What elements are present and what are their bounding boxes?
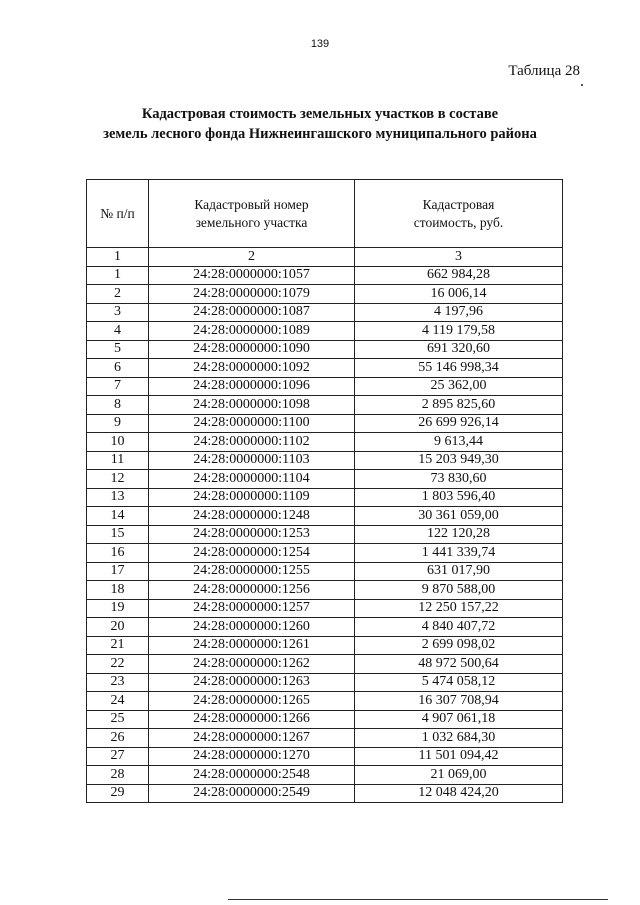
table-row [87,433,563,452]
cadastral-value: 55 146 998,34 [355,359,563,378]
title-line-2: земель лесного фонда Нижнеингашского муниципального района [103,126,537,142]
cadastral-value: 1 803 596,40 [355,488,563,507]
table-row [87,396,563,415]
cadastral-value: 21 069,00 [355,766,563,785]
table-row [87,747,563,766]
header-row [87,180,563,248]
cadastral-value: 2 895 825,60 [355,396,563,415]
cadastral-value: 15 203 949,30 [355,451,563,470]
row-number: 18 [87,581,149,600]
cadastral-number: 24:28:0000000:1270 [149,747,355,766]
table-row [87,784,563,803]
table-row [87,285,563,304]
cadastral-number: 24:28:0000000:1255 [149,562,355,581]
cadastral-value: 9 870 588,00 [355,581,563,600]
table-row [87,562,563,581]
cadastral-value: 9 613,44 [355,433,563,452]
table-row [87,599,563,618]
cadastral-number: 24:28:0000000:1256 [149,581,355,600]
cadastral-number: 24:28:0000000:1079 [149,285,355,304]
cadastral-number: 24:28:0000000:2548 [149,766,355,785]
table-row [87,488,563,507]
row-number: 5 [87,340,149,359]
table-row [87,618,563,637]
cadastral-number: 24:28:0000000:1096 [149,377,355,396]
cadastral-number: 24:28:0000000:1260 [149,618,355,637]
cadastral-number: 24:28:0000000:2549 [149,784,355,803]
table-row [87,303,563,322]
row-number: 4 [87,322,149,341]
column-number-1: 1 [87,248,149,267]
row-number: 3 [87,303,149,322]
row-number: 25 [87,710,149,729]
cadastral-value: 631 017,90 [355,562,563,581]
cadastral-value: 73 830,60 [355,470,563,489]
cadastral-value: 4 907 061,18 [355,710,563,729]
cadastral-number: 24:28:0000000:1262 [149,655,355,674]
cadastral-value: 122 120,28 [355,525,563,544]
cadastral-value: 26 699 926,14 [355,414,563,433]
scan-mark [581,84,583,86]
row-number: 21 [87,636,149,655]
table-row [87,377,563,396]
table-row [87,525,563,544]
table-row [87,766,563,785]
document-title [0,104,640,144]
cadastral-number: 24:28:0000000:1102 [149,433,355,452]
table-body [87,266,563,803]
cadastral-value: 11 501 094,42 [355,747,563,766]
table-row [87,581,563,600]
row-number: 12 [87,470,149,489]
table-row [87,340,563,359]
row-number: 7 [87,377,149,396]
page-number: 139 [310,38,330,50]
table-row [87,359,563,378]
header-number: № п/п [87,180,149,248]
cadastral-value: 1 032 684,30 [355,729,563,748]
row-number: 8 [87,396,149,415]
cadastral-value: 4 197,96 [355,303,563,322]
row-number: 13 [87,488,149,507]
cadastral-value: 25 362,00 [355,377,563,396]
row-number: 1 [87,266,149,285]
cadastral-number: 24:28:0000000:1098 [149,396,355,415]
cadastral-value: 12 250 157,22 [355,599,563,618]
row-number: 27 [87,747,149,766]
column-number-row [87,248,563,267]
cadastral-number: 24:28:0000000:1265 [149,692,355,711]
cadastral-number: 24:28:0000000:1267 [149,729,355,748]
row-number: 29 [87,784,149,803]
header-cadastral-value: Кадастровая стоимость, руб. [355,180,563,248]
row-number: 22 [87,655,149,674]
table-row [87,655,563,674]
row-number: 17 [87,562,149,581]
cadastral-value: 48 972 500,64 [355,655,563,674]
cadastral-value: 5 474 058,12 [355,673,563,692]
table-row [87,451,563,470]
table-row [87,636,563,655]
cadastral-number: 24:28:0000000:1103 [149,451,355,470]
title-line-1: Кадастровая стоимость земельных участков в составе [141,106,499,122]
row-number: 10 [87,433,149,452]
cadastral-number: 24:28:0000000:1261 [149,636,355,655]
cadastral-number: 24:28:0000000:1109 [149,488,355,507]
cadastral-value: 4 119 179,58 [355,322,563,341]
table-row [87,544,563,563]
header-cadastral-number: Кадастровый номер земельного участка [149,180,355,248]
cadastral-number: 24:28:0000000:1248 [149,507,355,526]
cadastral-number: 24:28:0000000:1257 [149,599,355,618]
cadastral-value: 16 006,14 [355,285,563,304]
row-number: 11 [87,451,149,470]
row-number: 16 [87,544,149,563]
cadastral-number: 24:28:0000000:1254 [149,544,355,563]
table-row [87,729,563,748]
cadastral-value: 1 441 339,74 [355,544,563,563]
cadastral-value: 691 320,60 [355,340,563,359]
row-number: 20 [87,618,149,637]
cadastral-table [86,179,563,803]
row-number: 23 [87,673,149,692]
table-row [87,507,563,526]
cadastral-number: 24:28:0000000:1263 [149,673,355,692]
cadastral-value: 16 307 708,94 [355,692,563,711]
row-number: 26 [87,729,149,748]
cadastral-number: 24:28:0000000:1087 [149,303,355,322]
cadastral-number: 24:28:0000000:1266 [149,710,355,729]
cadastral-number: 24:28:0000000:1092 [149,359,355,378]
row-number: 9 [87,414,149,433]
row-number: 15 [87,525,149,544]
cadastral-number: 24:28:0000000:1090 [149,340,355,359]
row-number: 24 [87,692,149,711]
table-row [87,414,563,433]
table-row [87,710,563,729]
table-label: Таблица 28 [508,63,580,79]
table-row [87,322,563,341]
table-row [87,692,563,711]
cadastral-value: 30 361 059,00 [355,507,563,526]
table-row [87,673,563,692]
cadastral-number: 24:28:0000000:1057 [149,266,355,285]
cadastral-number: 24:28:0000000:1100 [149,414,355,433]
cadastral-value: 4 840 407,72 [355,618,563,637]
row-number: 6 [87,359,149,378]
cadastral-number: 24:28:0000000:1089 [149,322,355,341]
cadastral-number: 24:28:0000000:1104 [149,470,355,489]
cadastral-value: 2 699 098,02 [355,636,563,655]
cadastral-value: 662 984,28 [355,266,563,285]
cadastral-value: 12 048 424,20 [355,784,563,803]
table-row [87,470,563,489]
cadastral-number: 24:28:0000000:1253 [149,525,355,544]
column-number-3: 3 [355,248,563,267]
row-number: 28 [87,766,149,785]
column-number-2: 2 [149,248,355,267]
row-number: 2 [87,285,149,304]
row-number: 14 [87,507,149,526]
row-number: 19 [87,599,149,618]
scan-edge-line [228,899,608,900]
table-row [87,266,563,285]
